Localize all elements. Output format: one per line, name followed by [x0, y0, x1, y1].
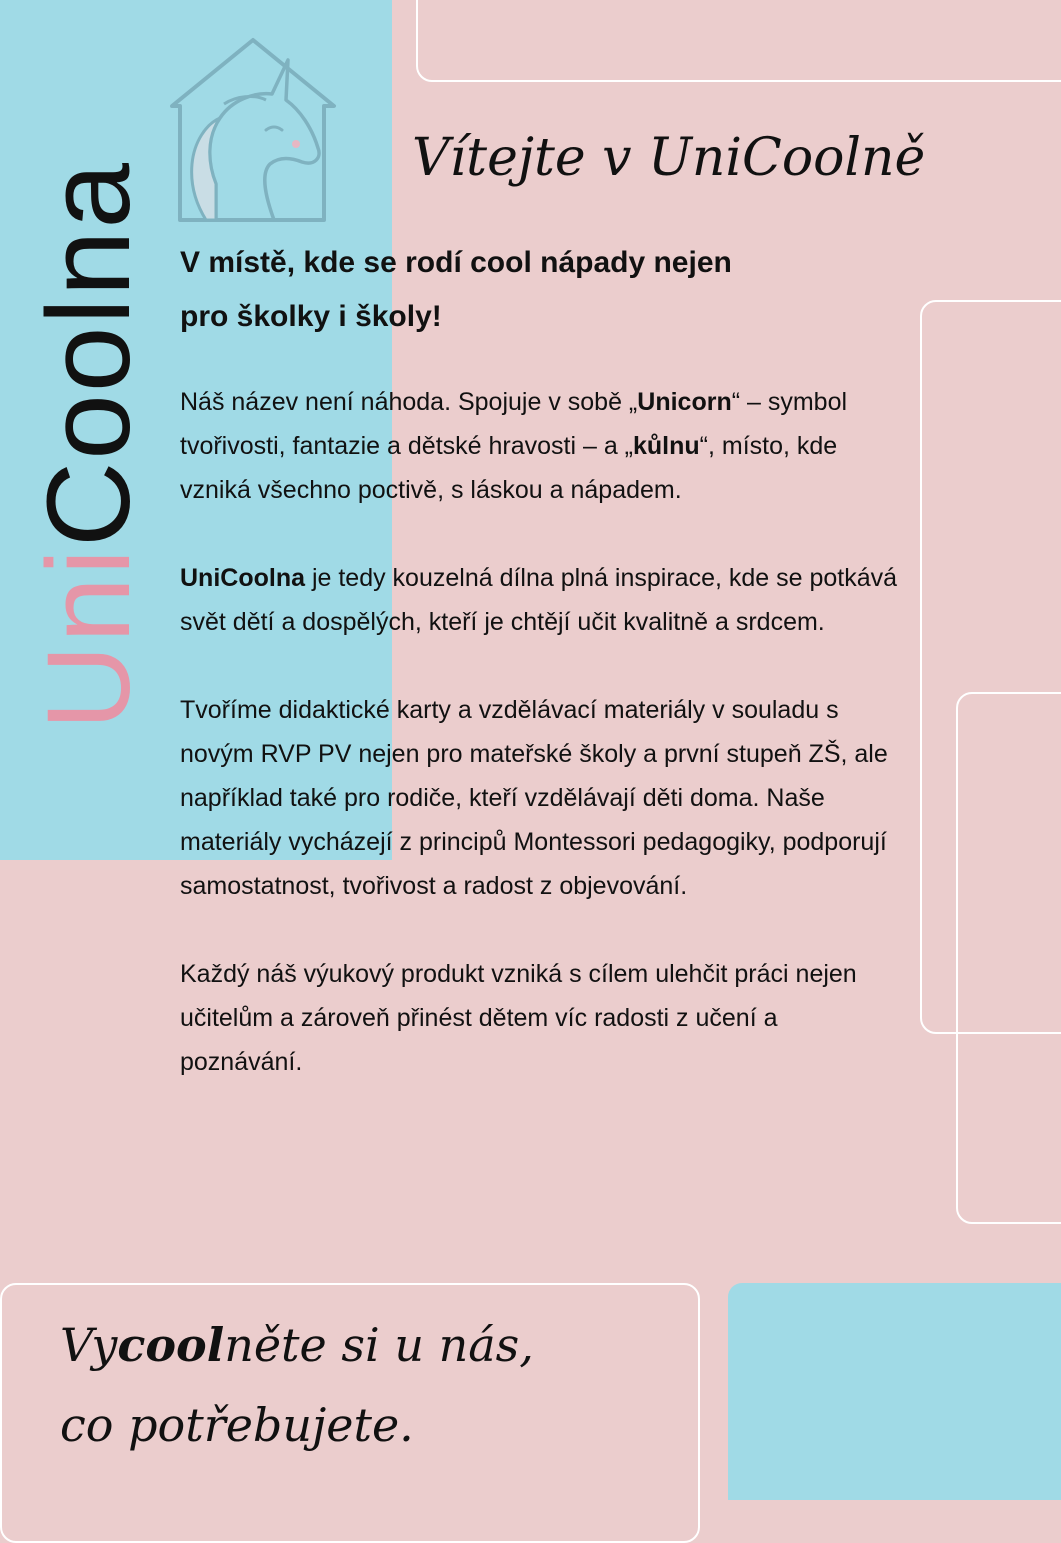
text: něte si u nás, [224, 1318, 534, 1372]
house-unicorn-icon [162, 34, 344, 228]
brand-vertical-logo [23, 130, 155, 730]
text: je tedy kouzelná dílna plná inspirace, kde se potkává svět dětí a dospělých, kteří je chtějí učit kvalitně a srdcem. [180, 564, 898, 636]
tagline-line-2: co potřebujete. [60, 1398, 414, 1452]
paragraph-products: Tvoříme didaktické karty a vzdělávací materiály v souladu s novým RVP PV nejen pro mateřské školy a první stupeň ZŠ, ale například také pro rodiče, kteří vzdělávají děti doma. Naše materiály vycházejí z principů Montessori pedagogiky, podporují samostatnost, tvořivost a radost z objevování. [180, 696, 888, 900]
lead-heading [180, 236, 900, 344]
tagline-line-1 [60, 1305, 680, 1385]
greeting-heading: Vítejte v UniCoolně [412, 128, 926, 188]
emphasis-unicoolna: UniCoolna [180, 564, 305, 592]
emphasis-kulna: kůlnu [633, 432, 700, 460]
text: Vy [60, 1318, 118, 1372]
text: “ – symbol tvořivosti, fantazie a dětské hravosti – a „ [180, 388, 848, 460]
emphasis-unicorn: Unicorn [637, 388, 732, 416]
brand-uni: Uni [23, 546, 155, 730]
paragraph-about [180, 556, 900, 644]
decorative-frame-top [416, 0, 1061, 82]
lead-line-2: pro školky i školy! [180, 300, 442, 333]
decorative-frame-right-lower [956, 692, 1061, 1224]
brand-coolna: Coolna [23, 161, 155, 547]
text: “, místo, kde vzniká všechno poctivě, s láskou a nápadem. [180, 432, 838, 504]
text: Náš název není náhoda. Spojuje v sobě „ [180, 388, 638, 416]
tagline [60, 1305, 680, 1465]
paragraph-name-origin [180, 380, 900, 512]
tagline-bold: cool [117, 1318, 225, 1372]
blue-corner-block [728, 1283, 1061, 1500]
main-content [180, 236, 900, 1128]
lead-line-1: V místě, kde se rodí cool nápady nejen [180, 246, 732, 279]
paragraph-mission: Každý náš výukový produkt vzniká s cílem ulehčit práci nejen učitelům a zároveň přinést dětem víc radosti z učení a poznávání. [180, 960, 857, 1076]
